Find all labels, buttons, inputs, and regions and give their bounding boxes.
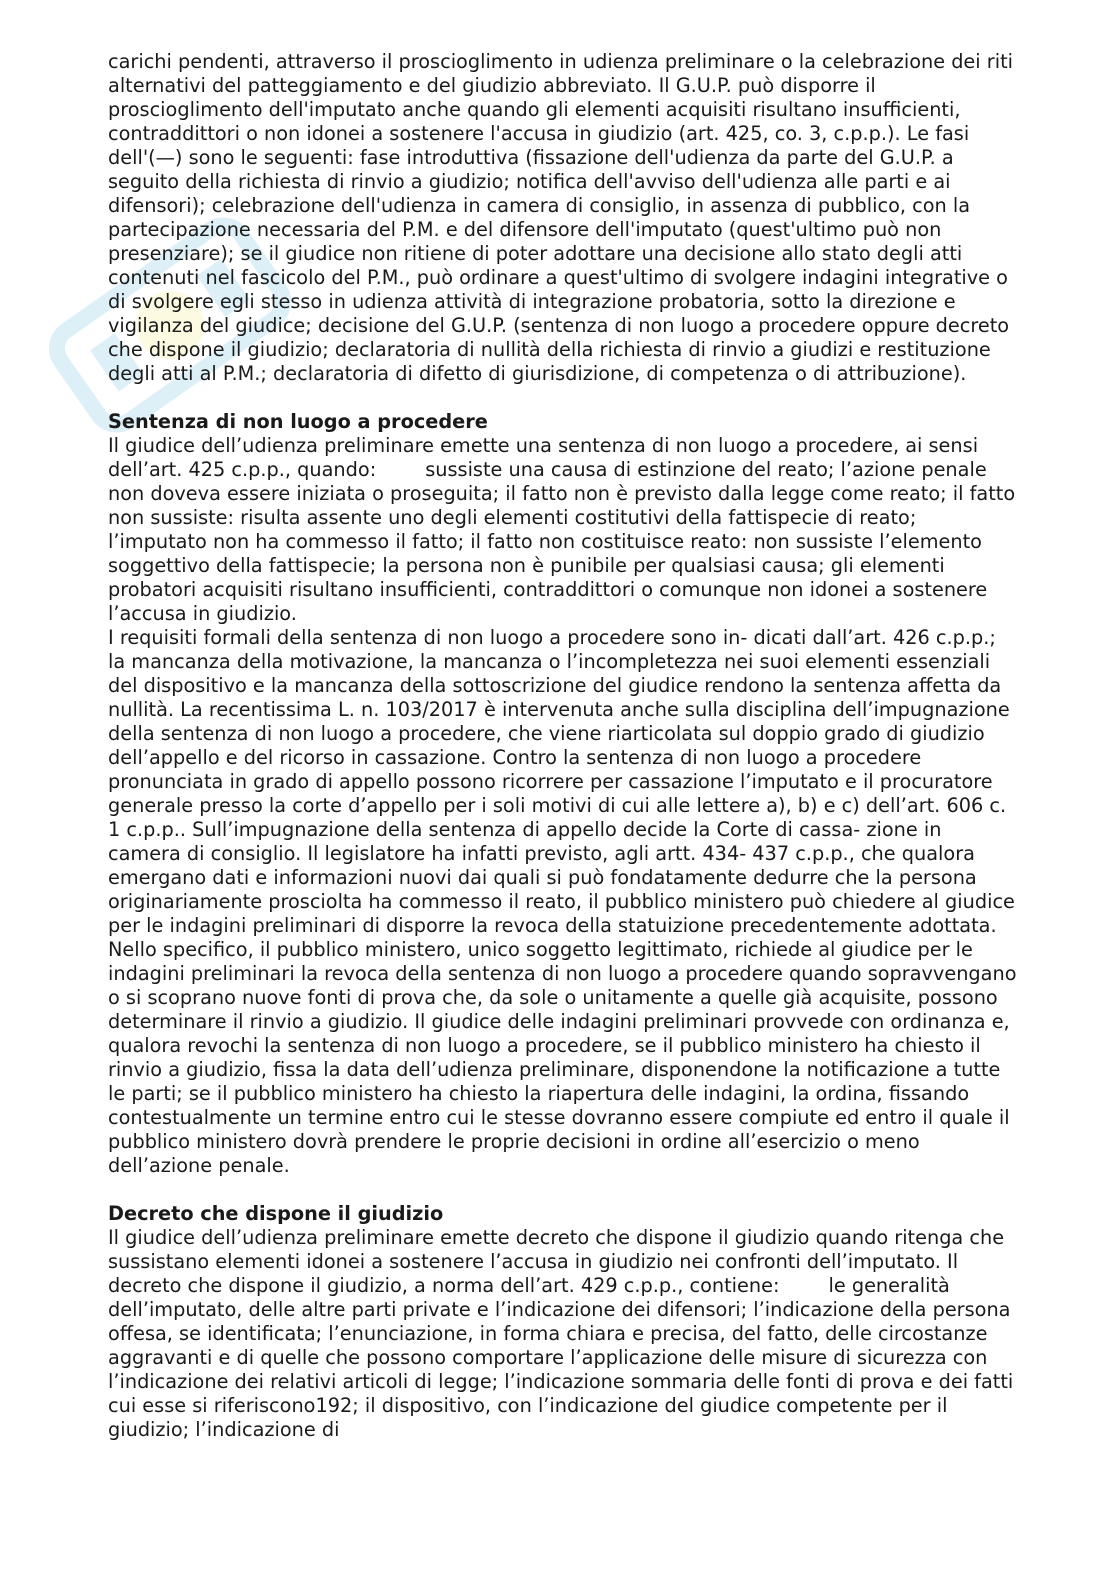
body-paragraph: I requisiti formali della sentenza di non luogo a procedere sono in- dicati dall’art. 426 c.p.p.; la mancanza della motivazione, la mancanza o l’incompletezza nei suoi elementi essenziali del dispositivo e la mancanza della sottoscrizione del giudice rendono la sentenza affetta da nullità. La recentissima L. n. 103/2017 è intervenuta anche sulla disciplina dell’impugnazione della sentenza di non luogo a procedere, che viene riarticolata sul doppio grado di giudizio dell’appello e del ricorso in cassazione. Contro la sentenza di non luogo a procedere pronunciata in grado di appello possono ricorrere per cassazione l’imputato e il procuratore generale presso la corte d’appello per i soli motivi di cui alle lettere a), b) e c) dell’art. 606 c. 1 c.p.p.. Sull’impugnazione della sentenza di appello decide la Corte di cassa- zione in camera di consiglio. Il legislatore ha infatti previsto, agli artt. 434- 437 c.p.p., che qualora emergano dati e informazioni nuovi dai quali si può fondatamente dedurre che la persona originariamente prosciolta ha commesso il reato, il pubblico ministero può chiedere al giudice per le indagini preliminari di disporre la revoca della statuizione precedentemente adottata. Nello specifico, il pubblico ministero, unico soggetto legittimato, richiede al giudice per le indagini preliminari la revoca della sentenza di non luogo a procedere quando sopravvengano o si scoprano nuove fonti di prova che, da sole o unitamente a quelle già acquisite, possono determinare il rinvio a giudizio. Il giudice delle indagini preliminari provvede con ordinanza e, qualora revochi la sentenza di non luogo a procedere, se il pubblico ministero ha chiesto il rinvio a giudizio, fissa la data dell’udienza preliminare, disponendone la notificazione a tutte le parti; se il pubblico ministero ha chiesto la riapertura delle indagini, la ordina, fissando contestualmente un termine entro cui le stesse dovranno essere compiute ed entro il quale il pubblico ministero dovrà prendere le proprie decisioni in ordine all’esercizio o meno dell’azione penale. — [108, 626, 1017, 1177]
body-paragraph: Il giudice dell’udienza preliminare emette una sentenza di non luogo a procedere, ai sensi dell’art. 425 c.p.p., quando: sussiste una causa di estinzione del reato; l’azione penale non doveva essere iniziata o proseguita; il fatto non è previsto dalla legge come reato; il fatto non sussiste: risulta assente uno degli elementi costitutivi della fattispecie di reato; l’imputato non ha commesso il fatto; il fatto non costituisce reato: non sussiste l’elemento soggettivo della fattispecie; la persona non è punibile per qualsiasi causa; gli elementi probatori acquisiti risultano insufficienti, contraddittori o comunque non idonei a sostenere l’accusa in giudizio. — [108, 434, 1022, 625]
section-heading: Decreto che dispone il giudizio — [108, 1202, 444, 1225]
section-heading: Sentenza di non luogo a procedere — [108, 410, 488, 433]
body-paragraph: carichi pendenti, attraverso il proscioglimento in udienza preliminare o la celebrazione dei riti alternativi del patteggiamento e del giudizio abbreviato. Il G.U.P. può disporre il proscioglimento dell'imputato anche quando gli elementi acquisiti risultano insufficienti, contraddittori o non idonei a sostenere l'accusa in giudizio (art. 425, co. 3, c.p.p.). Le fasi dell'(—) sono le seguenti: fase introduttiva (fissazione dell'udienza da parte del G.U.P. a seguito della richiesta di rinvio a giudizio; notifica dell'avviso dell'udienza alle parti e ai difensori); celebrazione dell'udienza in camera di consiglio, in assenza di pubblico, con la partecipazione necessaria del P.M. e del difensore dell'imputato (quest'ultimo può non presenziare); se il giudice non ritiene di poter adottare una decisione allo stato degli atti contenuti nel fascicolo del P.M., può ordinare a quest'ultimo di svolgere indagini integrative o di svolgere egli stesso in udienza attività di integrazione probatoria, sotto la direzione e vigilanza del giudice; decisione del G.U.P. (sentenza di non luogo a procedere oppure decreto che dispone il giudizio; declaratoria di nullità della richiesta di rinvio a giudizi e restituzione degli atti al P.M.; declaratoria di difetto di giurisdizione, di competenza o di attribuzione). — [108, 50, 1013, 385]
document-body — [108, 50, 1022, 1442]
body-paragraph: Il giudice dell’udienza preliminare emette decreto che dispone il giudizio quando ritenga che sussistano elementi idonei a sostenere l’accusa in giudizio nei confronti dell’imputato. Il decreto che dispone il giudizio, a norma dell’art. 429 c.p.p., contiene: le generalità dell’imputato, delle altre parti private e l’indicazione dei difensori; l’indicazione della persona offesa, se identificata; l’enunciazione, in forma chiara e precisa, del fatto, delle circostanze aggravanti e di quelle che possono comportare l’applicazione delle misure di sicurezza con l’indicazione dei relativi articoli di legge; l’indicazione sommaria delle fonti di prova e dei fatti cui esse si riferiscono192; il dispositivo, con l’indicazione del giudice competente per il giudizio; l’indicazione di — [108, 1226, 1020, 1441]
spacer — [108, 1178, 1018, 1202]
spacer — [108, 386, 1018, 410]
